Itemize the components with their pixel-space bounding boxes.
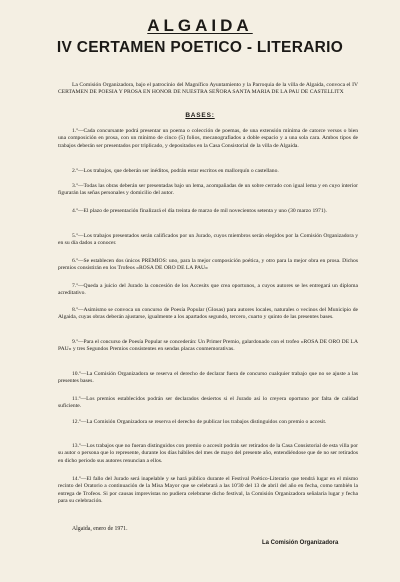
clause-14: 14.º—El fallo del Jurado será inapelable y se hará público durante el Festival Poético-Literario que tendrá lugar en el mismo recinto del Oratorio a continuación de la Misa Mayor que se celebrará a las 10'30 del 13 de abril del año en fecha, como también la entrega de Trofeos. Si por causas imprevistas no pudiera celebrarse dicho festival, la Comisión Organizadora señalaría lugar y fecha para su celebración. [58,476,358,504]
clause-12: 12.º—La Comisión Organizadora se reserva el derecho de publicar los trabajos distinguidos con premio o accesit. [72,419,327,425]
bases-heading: BASES: [185,112,215,119]
clause-10: 10.º—La Comisión Organizadora se reserva el derecho de declarar fuera de concurso cualquier trabajo que no se ajuste a las presentes bases. [58,371,358,385]
clause-11: 11.º—Los premios establecidos podrán ser declarados desiertos si el Jurado así lo creyera oportuno por falta de calidad suficiente. [58,396,358,410]
clause-7: 7.º—Queda a juicio del Jurado la concesión de los Accesits que crea oportunos, a cuyos autores se les entregará un diploma acreditativo. [58,283,358,297]
signature: La Comisión Organizadora [262,540,339,546]
clause-1: 1.º—Cada concursante podrá presentar un poema o colección de poemas, de una extensión mínima de catorce versos o bien una composición en prosa, con un mínimo de cinco (5) folios, mecanografiados a doble espacio y a una sola cara. Ambos tipos de trabajos deberán ser presentados por triplicado, y depositados en la Casa Consistorial de la villa de Algaida. [58,128,358,149]
clause-3: 3.º—Todas las obras deberán ser presentadas bajo un lema, acompañadas de un sobre cerrado con igual lema y en cuyo interior figurarán las señas personales y domicilio del autor. [58,183,358,197]
clause-6: 6.º—Se establecen dos únicos PREMIOS: uno, para la mejor composición poética, y otro para la mejor obra en prosa. Dichos premios consistirán en los Trofeos «ROSA DE ORO DE LA PAU» [58,258,358,272]
clause-9: 9.º—Para el concurso de Poesía Popular se concederán: Un Primer Premio, galardonado con el trofeo «ROSA DE ORO DE LA PAU» y tres Segundos Premios consistentes en sendas placas conmemorativas. [58,339,358,353]
town-title: ALGAIDA [147,16,253,35]
dateline: Algaida, enero de 1971. [72,526,128,532]
intro-paragraph: La Comisión Organizadora, bajo el patrocinio del Magnífico Ayuntamiento y la Parroquia de la villa de Algaida, convoca el IV CERTAMEN DE POESIA Y PROSA EN HONOR DE NUESTRA SEÑORA SANTA MARIA DE LA PAU DE CASTELLITX [58,82,358,96]
clause-4: 4.º—El plazo de presentación finalizará el día treinta de marzo de mil novecientos setenta y uno (30 marzo 1971). [72,208,327,214]
clause-2: 2.º—Los trabajos, que deberán ser inéditos, podrán estar escritos en mallorquín o castellano. [72,168,279,174]
clause-8: 8.º—Asimismo se convoca un concurso de Poesía Popular (Glosas) para autores locales, naturales o vecinos del Municipio de Algaida, cuyas obras deberán ajustarse, igualmente a los apartados segundo, tercero, cuarto y quinto de las presentes bases. [58,307,358,321]
certamen-title: IV CERTAMEN POETICO - LITERARIO [56,39,344,56]
clause-13: 13.º—Los trabajos que no fueran distinguidos con premio o accesit podrán ser retirados de la Casa Consistorial de esta villa por su autor o persona que lo represente, durante los días hábiles del mes de mayo del presente año, entendiéndose que de no ser retirados en dicho periodo sus autores renuncian a ellos. [58,443,358,464]
clause-5: 5.º—Los trabajos presentados serán calificados por un Jurado, cuyos miembros serán elegidos por la Comisión Organizadora y en su día dados a conocer. [58,233,358,247]
